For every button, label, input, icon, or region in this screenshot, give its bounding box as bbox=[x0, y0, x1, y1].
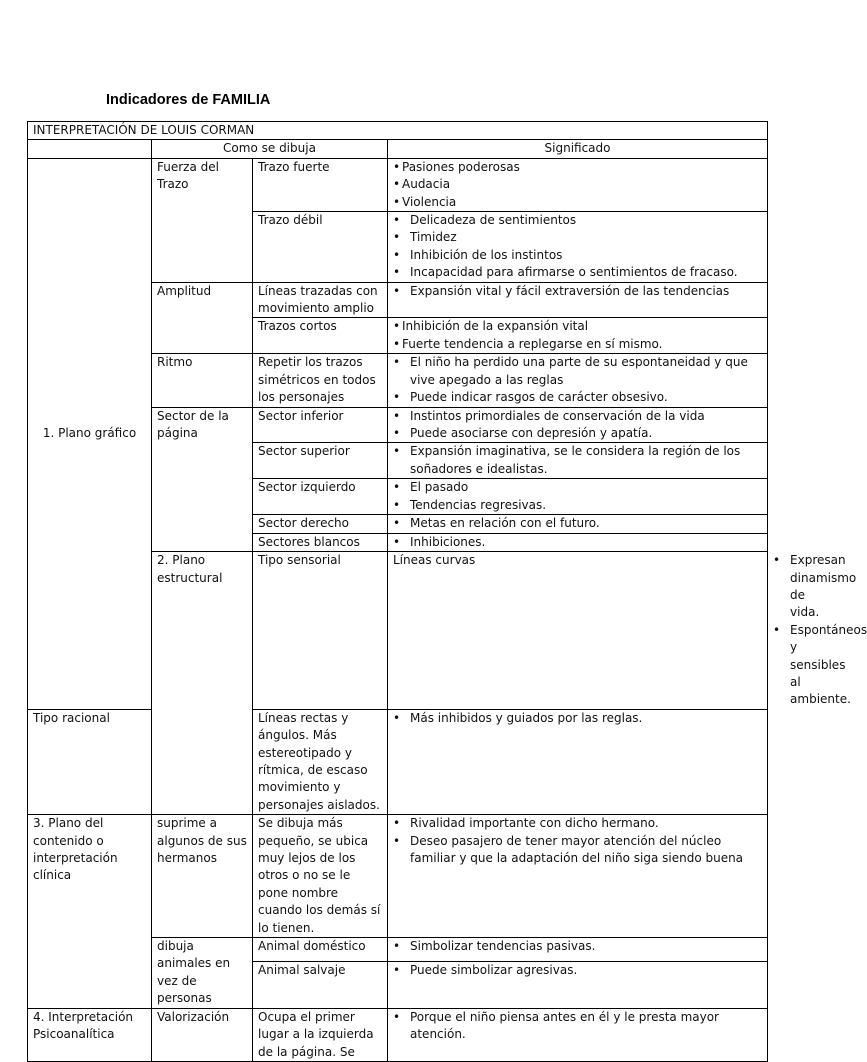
fuerza-trazo-label: Fuerza del Trazo bbox=[152, 158, 253, 282]
trazos-cortos-list bbox=[393, 318, 762, 353]
tipo-racional-list bbox=[393, 710, 762, 727]
plano-estructural-label: 2. Plano estructural bbox=[152, 552, 253, 815]
table-row bbox=[28, 158, 768, 211]
header-como-se-dibuja: Como se dibuja bbox=[152, 140, 388, 158]
list-item: • Metas en relación con el futuro. bbox=[393, 515, 762, 532]
sectores-blancos-label: Sectores blancos bbox=[253, 533, 388, 551]
document-title: Indicadores de FAMILIA bbox=[106, 92, 271, 108]
lineas-rectas-label: Líneas rectas y ángulos. Más estereotipado y rítmica, de escaso movimiento y personajes aislados. bbox=[253, 709, 388, 814]
list-item: • Deseo pasajero de tener mayor atención del núcleo familiar y que la adaptación del niño siga siendo buena bbox=[393, 833, 762, 868]
amplitud-label: Amplitud bbox=[152, 282, 253, 354]
ocupa-primer-lugar-label: Ocupa el primer lugar a la izquierda de la página. Se bbox=[253, 1008, 388, 1061]
list-item: • Puede indicar rasgos de carácter obsesivo. bbox=[393, 389, 762, 406]
list-item: • Más inhibidos y guiados por las reglas. bbox=[393, 710, 762, 727]
valorizacion-list bbox=[393, 1009, 762, 1044]
trazo-fuerte-label: Trazo fuerte bbox=[253, 158, 388, 211]
trazos-cortos-label: Trazos cortos bbox=[253, 318, 388, 354]
list-item: • Inhibición de la expansión vital bbox=[393, 318, 762, 335]
list-item: • Porque el niño piensa antes en él y le presta mayor atención. bbox=[393, 1009, 762, 1044]
list-item: • Simbolizar tendencias pasivas. bbox=[393, 938, 762, 955]
header-significado: Significado bbox=[388, 140, 768, 158]
list-item: • Incapacidad para afirmarse o sentimientos de fracaso. bbox=[393, 264, 762, 281]
list-item: • Puede asociarse con depresión y apatía. bbox=[393, 425, 762, 442]
sector-superior-label: Sector superior bbox=[253, 443, 388, 479]
list-item: • Pasiones poderosas bbox=[393, 159, 762, 176]
suprime-hermanos-label: suprime a algunos de sus hermanos bbox=[152, 815, 253, 938]
ritmo-label: Ritmo bbox=[152, 354, 253, 407]
repetir-trazos-label: Repetir los trazos simétricos en todos los personajes bbox=[253, 354, 388, 407]
list-item: • Inhibición de los instintos bbox=[393, 247, 762, 264]
list-item: • Instintos primordiales de conservación de la vida bbox=[393, 408, 762, 425]
trazo-debil-label: Trazo débil bbox=[253, 212, 388, 283]
corman-table bbox=[27, 121, 867, 1062]
list-item: • Tendencias regresivas. bbox=[393, 497, 762, 514]
sectores-blancos-list bbox=[393, 534, 762, 551]
list-item: • Espontáneos y sensibles al ambiente. bbox=[773, 622, 790, 709]
sector-superior-list bbox=[393, 443, 762, 478]
sector-inferior-list bbox=[393, 408, 762, 443]
list-item: • Delicadeza de sentimientos bbox=[393, 212, 762, 229]
valorizacion-label: Valorización bbox=[152, 1008, 253, 1061]
plano-contenido-label: 3. Plano del contenido o interpretación clínica bbox=[28, 815, 152, 1008]
table-row bbox=[28, 815, 768, 938]
column-header-row bbox=[28, 140, 768, 158]
animal-domestico-label: Animal doméstico bbox=[253, 938, 388, 962]
tipo-sensorial-label: Tipo sensorial bbox=[253, 552, 388, 710]
interpretacion-psicoanalitica-label: 4. Interpretación Psicoanalítica bbox=[28, 1008, 152, 1061]
table-row bbox=[28, 1008, 768, 1061]
animal-salvaje-label: Animal salvaje bbox=[253, 962, 388, 1008]
trazo-debil-list bbox=[393, 212, 762, 282]
list-item: • Expresan dinamismo de vida. bbox=[773, 552, 790, 622]
lineas-amplio-list bbox=[393, 283, 762, 300]
animal-salvaje-list bbox=[393, 962, 762, 979]
tipo-racional-label: Tipo racional bbox=[28, 709, 152, 814]
list-item: • Inhibiciones. bbox=[393, 534, 762, 551]
list-item: • Puede simbolizar agresivas. bbox=[393, 962, 762, 979]
lineas-curvas-label: Líneas curvas bbox=[388, 552, 768, 710]
sector-izquierdo-list bbox=[393, 479, 762, 514]
list-item: • Expansión imaginativa, se le considera la región de los soñadores e idealistas. bbox=[393, 443, 762, 478]
sector-derecho-list bbox=[393, 515, 762, 532]
sector-izquierdo-label: Sector izquierdo bbox=[253, 479, 388, 515]
table-title-row bbox=[28, 122, 768, 140]
sector-derecho-label: Sector derecho bbox=[253, 515, 388, 533]
table-title: INTERPRETACIÓN DE LOUIS CORMAN bbox=[28, 122, 768, 140]
list-item: • El pasado bbox=[393, 479, 762, 496]
list-item: • Expansión vital y fácil extraversión de las tendencias bbox=[393, 283, 762, 300]
sector-pagina-label: Sector de la página bbox=[152, 407, 253, 552]
list-item: • Audacia bbox=[393, 176, 762, 193]
dibuja-animales-label: dibuja animales en vez de personas bbox=[152, 938, 253, 1009]
list-item: • Violencia bbox=[393, 194, 762, 211]
se-dibuja-pequeno-label: Se dibuja más pequeño, se ubica muy lejos de los otros o no se le pone nombre cuando los demás sí lo tienen. bbox=[253, 815, 388, 938]
trazo-fuerte-list bbox=[393, 159, 762, 211]
suprime-hermanos-list bbox=[393, 815, 762, 867]
list-item: • El niño ha perdido una parte de su espontaneidad y que vive apegado a las reglas bbox=[393, 354, 762, 389]
plano-grafico-label: 1. Plano gráfico bbox=[28, 158, 152, 709]
header-blank-cell bbox=[28, 140, 152, 158]
list-item: • Rivalidad importante con dicho hermano. bbox=[393, 815, 762, 832]
ritmo-list bbox=[393, 354, 762, 406]
list-item: • Timidez bbox=[393, 229, 762, 246]
table-row bbox=[28, 709, 768, 814]
sector-inferior-label: Sector inferior bbox=[253, 407, 388, 443]
lineas-amplio-label: Líneas trazadas con movimiento amplio bbox=[253, 282, 388, 318]
list-item: • Fuerte tendencia a replegarse en sí mismo. bbox=[393, 336, 762, 353]
animal-domestico-list bbox=[393, 938, 762, 955]
